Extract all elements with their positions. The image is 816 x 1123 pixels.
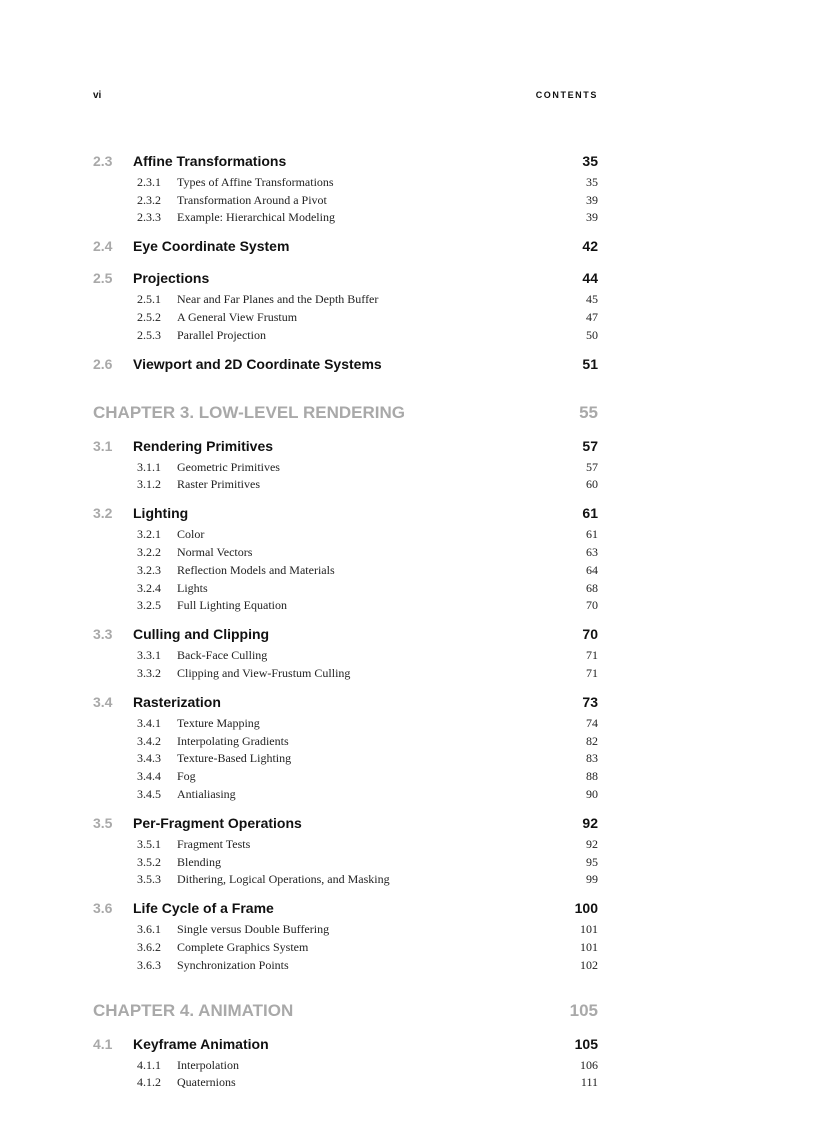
subsection-page: 68: [586, 580, 598, 595]
subsection-entry: [93, 598, 598, 616]
section-page: 73: [582, 693, 598, 710]
section-entry: [93, 500, 598, 526]
subsection-number: 3.2.1: [137, 527, 161, 542]
section-title: Rendering Primitives: [133, 437, 274, 454]
subsection-title: Interpolation: [177, 1057, 239, 1072]
subsection-entry: [93, 665, 598, 683]
section-page: 35: [582, 153, 598, 169]
subsection-page: 35: [586, 174, 598, 189]
subsection-entry: [93, 836, 598, 854]
subsection-entry: [93, 786, 598, 804]
subsection-page: 83: [586, 751, 598, 766]
subsection-title: Dithering, Logical Operations, and Masking: [177, 872, 390, 887]
subsection-page: 101: [580, 922, 598, 937]
subsection-number: 3.6.1: [137, 922, 161, 937]
subsection-number: 2.5.1: [137, 292, 161, 307]
section-title: Life Cycle of a Frame: [133, 900, 274, 917]
subsection-title: Texture Mapping: [177, 715, 260, 730]
subsection-number: 3.4.4: [137, 769, 161, 784]
subsection-title: Clipping and View-Frustum Culling: [177, 665, 351, 680]
subsection-page: 101: [580, 939, 598, 954]
section-entry: [93, 810, 598, 836]
subsection-number: 4.1.2: [137, 1075, 161, 1090]
section-title: Per-Fragment Operations: [133, 814, 302, 831]
subsection-title: Raster Primitives: [177, 477, 260, 492]
chapter-title: CHAPTER 4. ANIMATION: [93, 1000, 294, 1020]
section-number: 3.3: [93, 626, 113, 643]
section-entry: [93, 895, 598, 921]
section-title: Projections: [133, 270, 210, 287]
section-title: Affine Transformations: [133, 153, 287, 169]
subsection-title: Texture-Based Lighting: [177, 751, 292, 766]
subsection-entry: [93, 733, 598, 751]
subsection-page: 60: [586, 477, 598, 492]
section-entry: [93, 621, 598, 647]
section-entry: [93, 689, 598, 715]
subsection-number: 3.5.3: [137, 872, 161, 887]
subsection-page: 47: [586, 309, 598, 324]
subsection-number: 3.3.2: [137, 665, 161, 680]
subsection-title: Near and Far Planes and the Depth Buffer: [177, 292, 379, 307]
subsection-number: 3.4.3: [137, 751, 161, 766]
subsection-entry: [93, 477, 598, 495]
section-page: 92: [582, 814, 598, 831]
chapter-page: 105: [569, 1000, 598, 1020]
subsection-number: 3.5.1: [137, 836, 161, 851]
subsection-entry: [93, 192, 598, 210]
chapter-title: CHAPTER 3. LOW-LEVEL RENDERING: [93, 402, 405, 422]
subsection-page: 70: [586, 598, 598, 613]
subsection-page: 95: [586, 854, 598, 869]
section-page: 61: [582, 505, 598, 522]
subsection-title: Complete Graphics System: [177, 939, 309, 954]
subsection-entry: [93, 174, 598, 192]
subsection-title: Interpolating Gradients: [177, 733, 289, 748]
section-number: 3.6: [93, 900, 113, 917]
subsection-entry: [93, 544, 598, 562]
subsection-entry: [93, 562, 598, 580]
subsection-number: 3.5.2: [137, 854, 161, 869]
subsection-number: 3.6.2: [137, 939, 161, 954]
subsection-title: Single versus Double Buffering: [177, 922, 330, 937]
subsection-page: 92: [586, 836, 598, 851]
chapter-heading: [93, 397, 598, 427]
subsection-entry: [93, 526, 598, 544]
subsection-page: 74: [586, 715, 598, 730]
subsection-entry: [93, 854, 598, 872]
subsection-entry: [93, 580, 598, 598]
subsection-entry: [93, 715, 598, 733]
section-title: Keyframe Animation: [133, 1035, 269, 1052]
subsection-title: Example: Hierarchical Modeling: [177, 210, 335, 225]
subsection-page: 106: [580, 1057, 598, 1072]
subsection-number: 3.4.1: [137, 715, 161, 730]
subsection-page: 57: [586, 459, 598, 474]
subsection-title: Normal Vectors: [177, 544, 253, 559]
section-page: 44: [582, 270, 598, 287]
subsection-entry: [93, 957, 598, 975]
section-number: 2.6: [93, 355, 113, 372]
subsection-entry: [93, 291, 598, 309]
subsection-entry: [93, 872, 598, 890]
subsection-page: 88: [586, 769, 598, 784]
subsection-number: 4.1.1: [137, 1057, 161, 1072]
subsection-entry: [93, 921, 598, 939]
subsection-title: Blending: [177, 854, 221, 869]
subsection-number: 2.3.1: [137, 174, 161, 189]
chapter-page: 55: [579, 402, 598, 422]
subsection-title: Fog: [177, 769, 196, 784]
subsection-page: 64: [586, 562, 598, 577]
section-entry: [93, 148, 598, 174]
section-page: 70: [582, 626, 598, 643]
subsection-number: 3.6.3: [137, 957, 161, 972]
subsection-entry: [93, 1075, 598, 1093]
subsection-entry: [93, 751, 598, 769]
subsection-title: Antialiasing: [177, 786, 236, 801]
subsection-number: 2.3.2: [137, 192, 161, 207]
section-title: Rasterization: [133, 693, 221, 710]
section-number: 4.1: [93, 1035, 113, 1052]
subsection-title: Geometric Primitives: [177, 459, 280, 474]
subsection-page: 111: [580, 1075, 598, 1090]
section-entry: [93, 233, 598, 259]
subsection-entry: [93, 768, 598, 786]
page-number: vi: [93, 90, 102, 101]
section-entry: [93, 433, 598, 459]
subsection-page: 39: [586, 210, 598, 225]
subsection-title: Parallel Projection: [177, 327, 266, 342]
subsection-title: Types of Affine Transformations: [177, 174, 334, 189]
subsection-page: 50: [586, 327, 598, 342]
section-page: 51: [582, 355, 598, 372]
section-page: 42: [582, 238, 598, 255]
section-page: 100: [574, 900, 598, 917]
subsection-number: 3.2.2: [137, 544, 161, 559]
table-of-contents: [93, 148, 598, 1092]
section-entry: [93, 351, 598, 377]
subsection-title: Color: [177, 527, 205, 542]
subsection-entry: [93, 459, 598, 477]
subsection-title: Transformation Around a Pivot: [177, 192, 327, 207]
subsection-number: 3.1.2: [137, 477, 161, 492]
section-title: Culling and Clipping: [133, 626, 270, 643]
subsection-page: 99: [586, 872, 598, 887]
subsection-page: 61: [586, 527, 598, 542]
subsection-number: 3.3.1: [137, 648, 161, 663]
subsection-title: Synchronization Points: [177, 957, 289, 972]
section-number: 3.5: [93, 814, 113, 831]
running-head: [93, 90, 598, 104]
subsection-entry: [93, 309, 598, 327]
section-number: 3.2: [93, 505, 113, 522]
subsection-title: Back-Face Culling: [177, 648, 268, 663]
chapter-heading: [93, 995, 598, 1025]
subsection-title: Lights: [177, 580, 208, 595]
subsection-entry: [93, 210, 598, 228]
subsection-entry: [93, 1057, 598, 1075]
subsection-page: 39: [586, 192, 598, 207]
subsection-page: 90: [586, 786, 598, 801]
subsection-entry: [93, 939, 598, 957]
section-number: 2.3: [93, 153, 113, 169]
subsection-entry: [93, 327, 598, 345]
section-entry: [93, 265, 598, 291]
subsection-title: Reflection Models and Materials: [177, 562, 335, 577]
subsection-title: A General View Frustum: [177, 309, 298, 324]
subsection-number: 2.3.3: [137, 210, 161, 225]
subsection-page: 63: [586, 544, 598, 559]
subsection-page: 102: [580, 957, 598, 972]
subsection-page: 82: [586, 733, 598, 748]
section-number: 2.4: [93, 238, 113, 255]
section-number: 3.1: [93, 437, 113, 454]
subsection-page: 71: [586, 665, 598, 680]
subsection-title: Full Lighting Equation: [177, 598, 287, 613]
subsection-number: 3.4.2: [137, 733, 161, 748]
subsection-page: 71: [586, 648, 598, 663]
running-head-title: CONTENTS: [535, 90, 598, 100]
subsection-number: 2.5.2: [137, 309, 161, 324]
subsection-entry: [93, 647, 598, 665]
section-page: 57: [582, 437, 598, 454]
section-title: Eye Coordinate System: [133, 238, 290, 255]
section-title: Viewport and 2D Coordinate Systems: [133, 355, 382, 372]
subsection-title: Quaternions: [177, 1075, 236, 1090]
subsection-title: Fragment Tests: [177, 836, 251, 851]
subsection-page: 45: [586, 292, 598, 307]
section-number: 3.4: [93, 693, 113, 710]
subsection-number: 3.2.4: [137, 580, 161, 595]
section-entry: [93, 1031, 598, 1057]
subsection-number: 3.2.5: [137, 598, 161, 613]
section-title: Lighting: [133, 505, 189, 522]
subsection-number: 3.4.5: [137, 786, 161, 801]
subsection-number: 3.2.3: [137, 562, 161, 577]
subsection-number: 2.5.3: [137, 327, 161, 342]
section-number: 2.5: [93, 270, 113, 287]
subsection-number: 3.1.1: [137, 459, 161, 474]
section-page: 105: [574, 1035, 598, 1052]
